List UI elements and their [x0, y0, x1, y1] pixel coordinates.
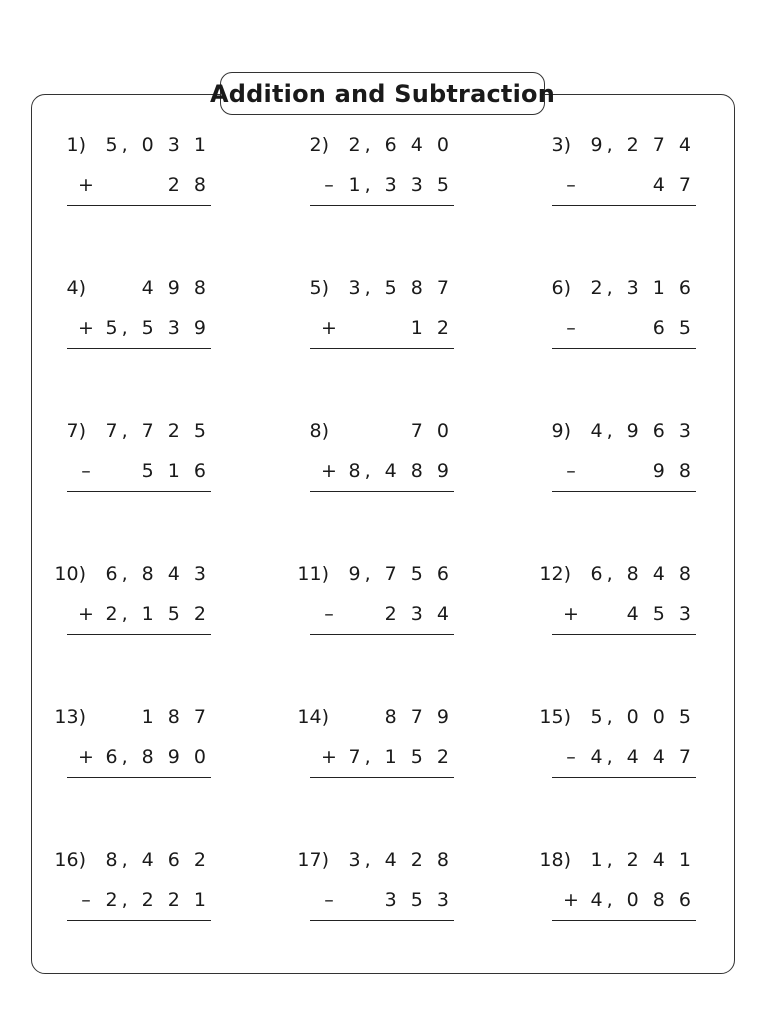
operator-sign: – — [566, 460, 576, 482]
problem-9 — [531, 420, 695, 510]
top-operand: 2, 3 1 6 — [590, 277, 695, 299]
problem-13 — [46, 706, 210, 796]
bottom-operand: 2 3 4 — [384, 603, 453, 625]
page-title: Addition and Subtraction — [210, 79, 555, 108]
top-operand: 3, 4 2 8 — [348, 849, 453, 871]
problem-18 — [531, 849, 695, 939]
problem-8 — [289, 420, 453, 510]
answer-line — [552, 777, 696, 778]
operator-sign: – — [566, 746, 576, 768]
bottom-operand: 5 1 6 — [141, 460, 210, 482]
top-operand: 5, 0 3 1 — [105, 134, 210, 156]
top-operand: 8, 4 6 2 — [105, 849, 210, 871]
bottom-operand: 9 8 — [652, 460, 695, 482]
operator-sign: + — [321, 746, 337, 768]
problem-7 — [46, 420, 210, 510]
operator-sign: + — [78, 174, 94, 196]
operator-sign: + — [78, 317, 94, 339]
bottom-operand: 8, 4 8 9 — [348, 460, 453, 482]
bottom-operand: 5, 5 3 9 — [105, 317, 210, 339]
operator-sign: – — [566, 174, 576, 196]
answer-line — [310, 920, 454, 921]
bottom-operand: 2, 2 2 1 — [105, 889, 210, 911]
problem-number: 6) — [551, 277, 571, 299]
operator-sign: + — [78, 746, 94, 768]
problem-number: 4) — [66, 277, 86, 299]
top-operand: 7 0 — [410, 420, 453, 442]
top-operand: 8 7 9 — [384, 706, 453, 728]
problem-number: 17) — [297, 849, 329, 871]
top-operand: 3, 5 8 7 — [348, 277, 453, 299]
answer-line — [310, 491, 454, 492]
top-operand: 5, 0 0 5 — [590, 706, 695, 728]
answer-line — [552, 634, 696, 635]
bottom-operand: 2 8 — [167, 174, 210, 196]
top-operand: 4, 9 6 3 — [590, 420, 695, 442]
problem-5 — [289, 277, 453, 367]
answer-line — [67, 348, 211, 349]
problem-11 — [289, 563, 453, 653]
answer-line — [67, 205, 211, 206]
problem-number: 9) — [551, 420, 571, 442]
problem-17 — [289, 849, 453, 939]
problem-number: 2) — [309, 134, 329, 156]
problem-number: 8) — [309, 420, 329, 442]
operator-sign: + — [78, 603, 94, 625]
problem-12 — [531, 563, 695, 653]
operator-sign: + — [321, 317, 337, 339]
bottom-operand: 4, 4 4 7 — [590, 746, 695, 768]
bottom-operand: 6, 8 9 0 — [105, 746, 210, 768]
problem-number: 11) — [297, 563, 329, 585]
problem-number: 13) — [54, 706, 86, 728]
top-operand: 2, 6 4 0 — [348, 134, 453, 156]
bottom-operand: 7, 1 5 2 — [348, 746, 453, 768]
operator-sign: + — [321, 460, 337, 482]
answer-line — [310, 205, 454, 206]
answer-line — [310, 348, 454, 349]
top-operand: 4 9 8 — [141, 277, 210, 299]
top-operand: 9, 7 5 6 — [348, 563, 453, 585]
bottom-operand: 6 5 — [652, 317, 695, 339]
problem-number: 7) — [66, 420, 86, 442]
answer-line — [67, 920, 211, 921]
problem-number: 18) — [539, 849, 571, 871]
problem-14 — [289, 706, 453, 796]
bottom-operand: 1 2 — [410, 317, 453, 339]
operator-sign: + — [563, 889, 579, 911]
problem-4 — [46, 277, 210, 367]
problem-number: 3) — [551, 134, 571, 156]
problem-16 — [46, 849, 210, 939]
operator-sign: – — [324, 174, 334, 196]
title-box — [210, 72, 555, 115]
operator-sign: – — [324, 889, 334, 911]
answer-line — [552, 348, 696, 349]
answer-line — [552, 920, 696, 921]
problem-number: 5) — [309, 277, 329, 299]
answer-line — [310, 634, 454, 635]
problem-number: 14) — [297, 706, 329, 728]
bottom-operand: 4, 0 8 6 — [590, 889, 695, 911]
bottom-operand: 2, 1 5 2 — [105, 603, 210, 625]
operator-sign: + — [563, 603, 579, 625]
problem-number: 16) — [54, 849, 86, 871]
operator-sign: – — [566, 317, 576, 339]
problem-10 — [46, 563, 210, 653]
answer-line — [552, 491, 696, 492]
worksheet-frame — [31, 94, 735, 974]
bottom-operand: 3 5 3 — [384, 889, 453, 911]
problem-3 — [531, 134, 695, 224]
problem-1 — [46, 134, 210, 224]
operator-sign: – — [81, 889, 91, 911]
bottom-operand: 4 5 3 — [626, 603, 695, 625]
bottom-operand: 1, 3 3 5 — [348, 174, 453, 196]
top-operand: 1, 2 4 1 — [590, 849, 695, 871]
answer-line — [67, 777, 211, 778]
answer-line — [67, 491, 211, 492]
problem-6 — [531, 277, 695, 367]
answer-line — [67, 634, 211, 635]
problem-number: 1) — [66, 134, 86, 156]
top-operand: 6, 8 4 8 — [590, 563, 695, 585]
problem-number: 10) — [54, 563, 86, 585]
operator-sign: – — [324, 603, 334, 625]
problem-number: 12) — [539, 563, 571, 585]
answer-line — [310, 777, 454, 778]
top-operand: 9, 2 7 4 — [590, 134, 695, 156]
top-operand: 6, 8 4 3 — [105, 563, 210, 585]
top-operand: 7, 7 2 5 — [105, 420, 210, 442]
top-operand: 1 8 7 — [141, 706, 210, 728]
problem-15 — [531, 706, 695, 796]
problem-2 — [289, 134, 453, 224]
answer-line — [552, 205, 696, 206]
operator-sign: – — [81, 460, 91, 482]
bottom-operand: 4 7 — [652, 174, 695, 196]
problem-number: 15) — [539, 706, 571, 728]
